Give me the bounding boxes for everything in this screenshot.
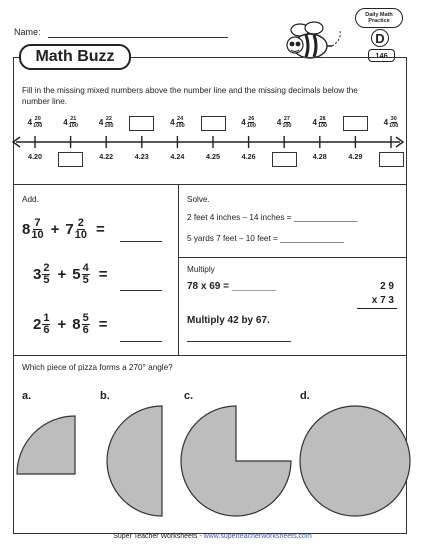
plus-sign: + [50, 221, 60, 238]
denominator: 5 [82, 274, 89, 286]
denominator: 100 [317, 123, 328, 129]
decimal-label: 4.22 [99, 152, 114, 161]
mixed-number-blank[interactable] [201, 116, 226, 131]
page-title: Math Buzz [19, 44, 131, 70]
pizza-pieces [0, 400, 425, 520]
numerator: 26 [248, 116, 255, 122]
whole: 4 [276, 118, 282, 127]
whole: 3 [33, 266, 42, 283]
multiply-problem-1: 78 x 69 = ________ [187, 281, 277, 292]
decimal-label: 4.20 [28, 152, 42, 161]
decimal-label: 4.28 [312, 152, 327, 161]
mixed-number-label [28, 116, 43, 129]
answer-line[interactable] [187, 341, 291, 342]
numerator: 20 [34, 116, 41, 122]
option-a-label: a. [22, 390, 32, 402]
footer-brand: Super Teacher Worksheets - [113, 533, 204, 540]
numerator: 2 [77, 217, 84, 229]
decimal-label: 4.24 [170, 152, 185, 161]
solve-problem-2: 5 yards 7 feet – 10 feet = ______________ [187, 234, 344, 243]
numerator: 24 [177, 116, 184, 122]
option-d-label: d. [300, 390, 310, 402]
answer-line[interactable] [120, 241, 162, 242]
whole: 4 [170, 118, 175, 127]
numerator: 4 [82, 262, 89, 274]
decimal-blank[interactable] [379, 152, 404, 167]
numerator: 1 [43, 312, 50, 324]
mixed-number-label [63, 116, 78, 129]
solve-label: Solve. [187, 195, 210, 204]
pizza-question: Which piece of pizza forms a 270° angle? [22, 363, 173, 372]
numerator: 27 [283, 116, 290, 122]
answer-line[interactable] [120, 341, 162, 342]
whole: 2 [33, 316, 42, 333]
denominator: 10 [74, 229, 87, 241]
denominator: 6 [82, 324, 89, 336]
denominator: 100 [246, 123, 256, 129]
decimal-label: 4.26 [241, 152, 256, 161]
name-field[interactable] [48, 37, 228, 38]
numerator: 21 [70, 116, 77, 122]
decimal-label: 4.25 [206, 152, 220, 161]
denominator: 10 [31, 229, 44, 241]
vertical-rule [357, 308, 397, 309]
plus-sign: + [57, 266, 67, 283]
whole: 4 [312, 118, 317, 127]
whole: 5 [72, 266, 81, 283]
denominator: 100 [33, 123, 43, 129]
denominator: 100 [104, 123, 114, 129]
mixed-number-blank[interactable] [129, 116, 154, 131]
equals-sign: = [98, 266, 108, 283]
whole: 4 [63, 118, 68, 127]
mixed-number-label [384, 116, 399, 129]
option-c-label: c. [184, 390, 194, 402]
denominator: 5 [43, 274, 50, 286]
number-line-instructions: Fill in the missing mixed numbers above the number line and the missing decimals below the number line. [22, 86, 358, 106]
number-line [10, 132, 410, 152]
multiply-label: Multiply [187, 265, 215, 274]
whole: 4 [383, 118, 389, 127]
whole: 8 [72, 316, 81, 333]
denominator: 100 [282, 123, 292, 129]
mixed-number-label [312, 116, 327, 129]
mixed-number-blank[interactable] [343, 116, 368, 131]
mixed-number-label [170, 116, 185, 129]
numerator: 30 [390, 116, 397, 122]
mixed-number-label [277, 116, 292, 129]
pizza-piece-a [17, 416, 75, 474]
badge-text: Daily Math Practice [365, 12, 393, 24]
add-problem-1 [22, 218, 105, 241]
add-label: Add. [22, 195, 39, 204]
equals-sign: = [95, 221, 105, 238]
whole: 8 [22, 221, 31, 238]
pizza-piece-d [300, 406, 410, 516]
vertical-bottom: x 7 3 [371, 295, 394, 306]
decimal-blank[interactable] [272, 152, 297, 167]
denominator: 6 [43, 324, 50, 336]
pizza-piece-b [107, 406, 162, 516]
plus-sign: + [57, 316, 67, 333]
decimal-blank[interactable] [58, 152, 83, 167]
badge-letter: D [371, 29, 389, 47]
decimal-label: 4.23 [134, 152, 149, 161]
name-label: Name: [14, 27, 41, 37]
answer-line[interactable] [120, 290, 162, 291]
footer-url[interactable]: www.superteacherworksheets.com [203, 533, 312, 540]
badge-number: 146 [368, 49, 395, 62]
whole: 4 [27, 118, 33, 127]
solve-problem-1: 2 feet 4 inches – 14 inches = ______________ [187, 213, 358, 222]
mixed-number-label [99, 116, 114, 129]
option-b-label: b. [100, 390, 110, 402]
daily-practice-badge [355, 8, 403, 28]
add-problem-2 [33, 263, 107, 286]
equals-sign: = [98, 316, 108, 333]
whole: 4 [241, 118, 246, 127]
numerator: 28 [319, 116, 326, 122]
vertical-top: 2 9 [380, 281, 394, 292]
multiply-problem-2: Multiply 42 by 67. [187, 315, 270, 326]
whole: 4 [98, 118, 104, 127]
denominator: 100 [68, 123, 78, 129]
numerator: 2 [43, 262, 50, 274]
footer [0, 533, 425, 540]
add-problem-3 [33, 313, 107, 336]
denominator: 100 [389, 123, 399, 129]
mixed-number-label [241, 116, 256, 129]
pizza-piece-c [181, 406, 291, 516]
decimal-label: 4.29 [348, 152, 363, 161]
whole: 7 [65, 221, 74, 238]
numerator: 7 [34, 217, 41, 229]
numerator: 22 [105, 116, 112, 122]
denominator: 100 [175, 123, 185, 129]
numerator: 5 [82, 312, 89, 324]
